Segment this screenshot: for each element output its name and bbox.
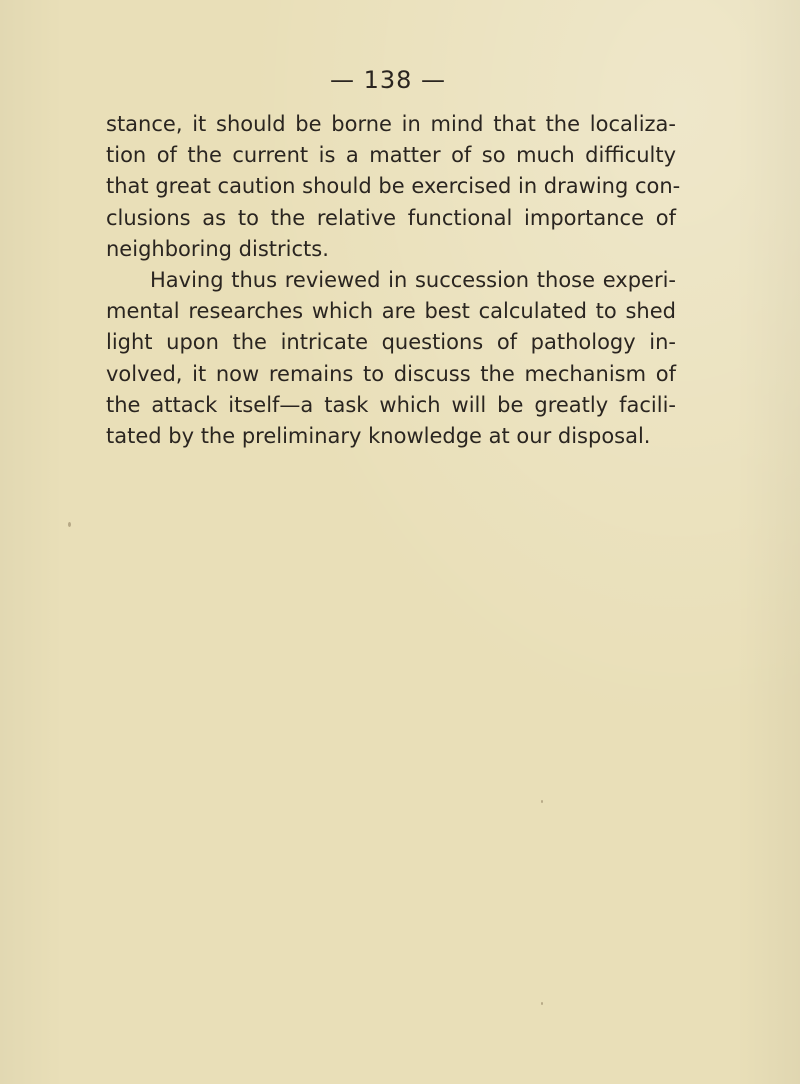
text-line: stance, it should be borne in mind that the localiza- — [106, 112, 676, 136]
text-line: volved, it now remains to discuss the mechanism of — [106, 361, 676, 386]
body-text — [106, 109, 681, 452]
text-line: that great caution should be exercised in drawing con- — [106, 174, 681, 199]
paper-speck — [68, 522, 71, 527]
text-line: the attack itself—a task which will be greatly facili- — [106, 392, 676, 417]
paragraph-2 — [106, 265, 676, 452]
paragraph-1 — [106, 109, 681, 265]
page-number: — 138 — — [329, 66, 447, 94]
paper-speck — [541, 800, 543, 803]
text-line: tated by the preliminary knowledge at our disposal. — [106, 424, 651, 449]
text-line: light upon the intricate questions of pathology in- — [106, 330, 676, 355]
text-line: tion of the current is a matter of so much difficulty — [106, 143, 676, 168]
text-line: mental researches which are best calculated to shed — [106, 299, 676, 324]
paper-speck — [541, 1002, 543, 1005]
text-line: Having thus reviewed in succession those experi- — [150, 268, 676, 293]
text-line: neighboring districts. — [106, 236, 329, 261]
text-line: clusions as to the relative functional importance of — [106, 205, 676, 230]
